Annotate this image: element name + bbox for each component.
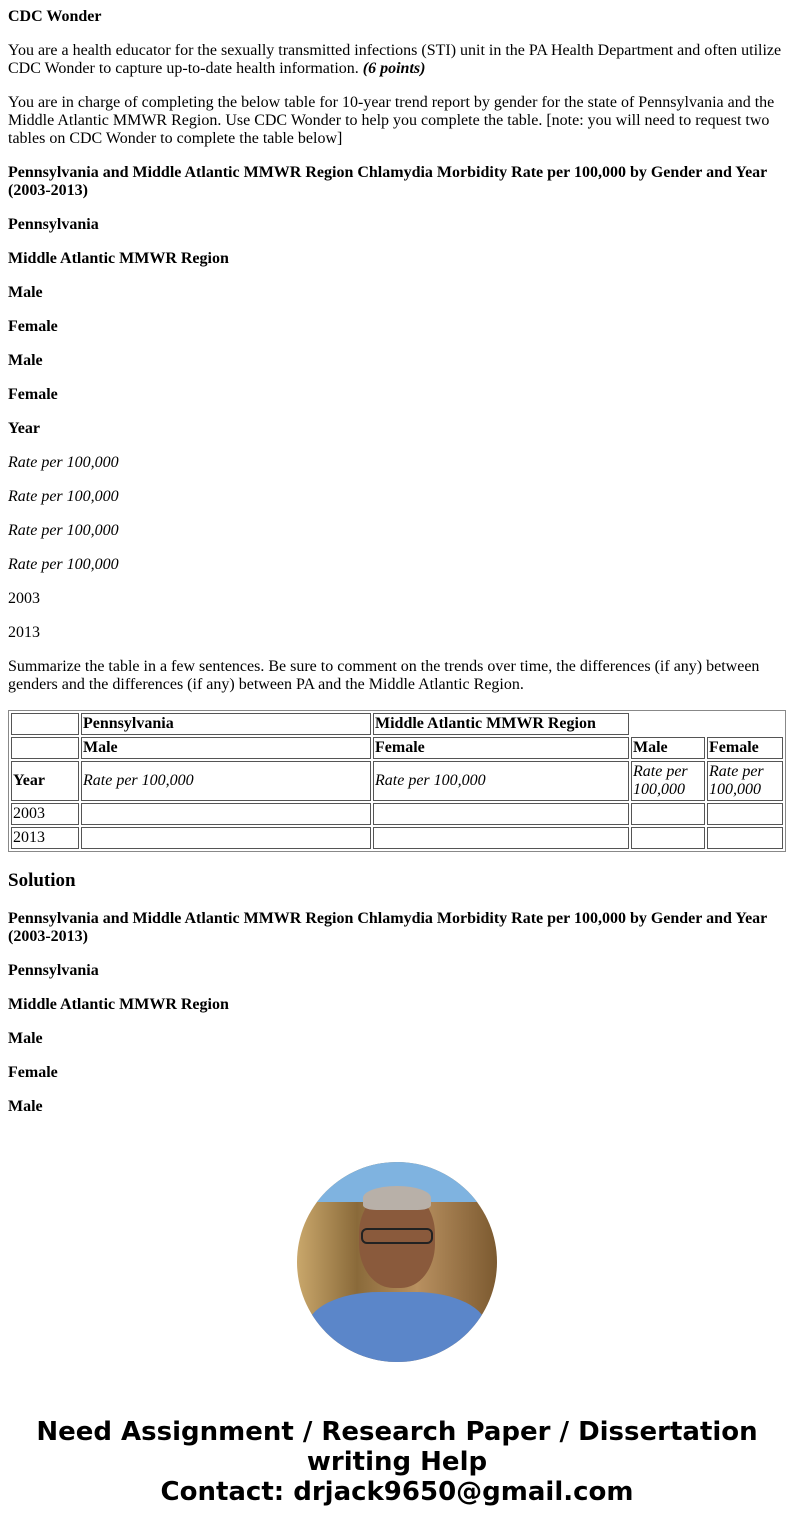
cell [11, 713, 79, 735]
label-female: Female [8, 1064, 58, 1081]
cell [707, 803, 783, 825]
label-2013: 2013 [8, 624, 40, 641]
label-female: Female [8, 318, 58, 335]
label-rate: Rate per 100,000 [8, 488, 119, 505]
header-year: Year [11, 761, 79, 801]
rate-label: Rate per 100,000 [707, 761, 783, 801]
label-male: Male [8, 284, 43, 301]
author-photo [297, 1162, 497, 1362]
table-row [11, 827, 783, 849]
label-pa: Pennsylvania [8, 216, 99, 233]
cell [707, 827, 783, 849]
rate-label: Rate per 100,000 [631, 761, 705, 801]
contact-footer [8, 1417, 786, 1507]
label-rate: Rate per 100,000 [8, 522, 119, 539]
label-female: Female [8, 386, 58, 403]
label-rate: Rate per 100,000 [8, 556, 119, 573]
intro: You are a health educator for the sexually transmitted infections (STI) unit in the PA Health Department and often utilize CDC Wonder to capture up-to-date health information. (6 points) [8, 42, 782, 77]
solution-title: Pennsylvania and Middle Atlantic MMWR Region Chlamydia Morbidity Rate per 100,000 by Gender and Year (2003-2013) [8, 910, 767, 945]
label-male: Male [8, 352, 43, 369]
table-row [11, 803, 783, 825]
cell [11, 737, 79, 759]
rate-table [8, 710, 786, 852]
label-pa: Pennsylvania [8, 962, 99, 979]
rate-label: Rate per 100,000 [81, 761, 371, 801]
label-year: Year [8, 420, 40, 437]
rate-label: Rate per 100,000 [373, 761, 629, 801]
task: You are in charge of completing the below table for 10-year trend report by gender for the state of Pennsylvania and the Middle Atlantic MMWR Region. Use CDC Wonder to help you complete the table. [note: you will need to request two tables on CDC Wonder to complete the table below] [8, 94, 775, 147]
solution-heading: Solution [8, 870, 76, 891]
summary-instructions: Summarize the table in a few sentences. Be sure to comment on the trends over time, the differences (if any) between genders and the differences (if any) between PA and the Middle Atlantic Region. [8, 658, 760, 693]
cell [81, 827, 371, 849]
header-female: Female [707, 737, 783, 759]
label-2003: 2003 [8, 590, 40, 607]
footer-contact: Contact: drjack9650@gmail.com [160, 1477, 634, 1507]
header-female: Female [373, 737, 629, 759]
table-title: Pennsylvania and Middle Atlantic MMWR Region Chlamydia Morbidity Rate per 100,000 by Gender and Year (2003-2013) [8, 164, 767, 199]
header-mar: Middle Atlantic MMWR Region [373, 713, 629, 735]
label-male: Male [8, 1030, 43, 1047]
year-cell: 2013 [11, 827, 79, 849]
label-mar: Middle Atlantic MMWR Region [8, 250, 229, 267]
label-mar: Middle Atlantic MMWR Region [8, 996, 229, 1013]
title: CDC Wonder [8, 8, 102, 25]
cell [81, 803, 371, 825]
label-rate: Rate per 100,000 [8, 454, 119, 471]
cell [631, 803, 705, 825]
header-male: Male [81, 737, 371, 759]
label-male: Male [8, 1098, 43, 1115]
header-male: Male [631, 737, 705, 759]
cell [373, 827, 629, 849]
cell [373, 803, 629, 825]
cell [631, 827, 705, 849]
footer-line: Need Assignment / Research Paper / Dissertation writing Help [36, 1417, 758, 1477]
header-pa: Pennsylvania [81, 713, 371, 735]
year-cell: 2003 [11, 803, 79, 825]
